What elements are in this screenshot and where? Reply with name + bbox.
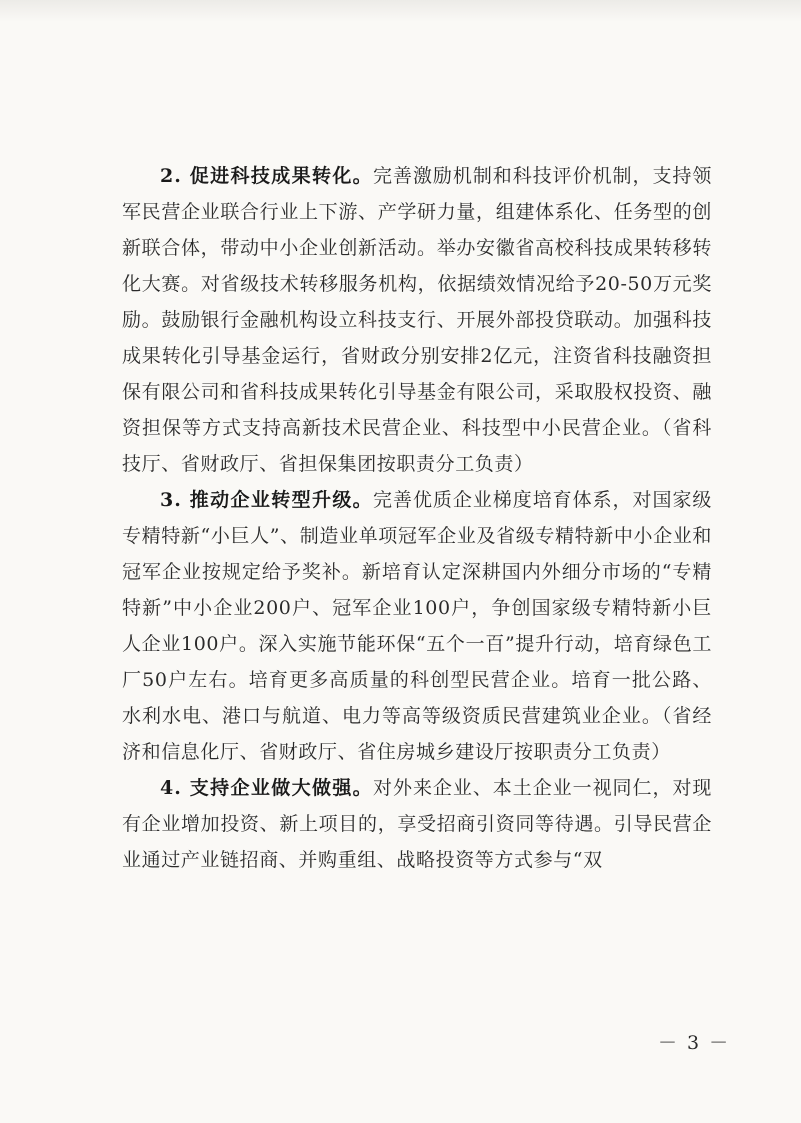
paragraph-4-body: 对外来企业、本土企业一视同仁，对现有企业增加投资、新上项目的，享受招商引资同等待遇。引导民营企业通过产业链招商、并购重组、战略投资等方式参与“双 [122,777,712,871]
paragraph-2-heading: 2. 促进科技成果转化。 [160,165,374,187]
paragraph-4 [122,770,712,878]
paragraph-2-body: 完善激励机制和科技评价机制，支持领军民营企业联合行业上下游、产学研力量，组建体系化、任务型的创新联合体，带动中小企业创新活动。举办安徽省高校科技成果转移转化大赛。对省级技术转移服务机构，依据绩效情况给予20-50万元奖励。鼓励银行金融机构设立科技支行、开展外部投贷联动。加强科技成果转化引导基金运行，省财政分别安排2亿元，注资省科技融资担保有限公司和省科技成果转化引导基金有限公司，采取股权投资、融资担保等方式支持高新技术民营企业、科技型中小民营企业。（省科技厅、省财政厅、省担保集团按职责分工负责） [122,165,712,475]
paragraph-3-heading: 3. 推动企业转型升级。 [160,489,374,511]
paragraph-4-heading: 4. 支持企业做大做强。 [160,777,374,799]
paragraph-3-body: 完善优质企业梯度培育体系，对国家级专精特新“小巨人”、制造业单项冠军企业及省级专精特新中小企业和冠军企业按规定给予奖补。新培育认定深耕国内外细分市场的“专精特新”中小企业200户、冠军企业100户，争创国家级专精特新小巨人企业100户。深入实施节能环保“五个一百”提升行动，培育绿色工厂50户左右。培育更多高质量的科创型民营企业。培育一批公路、水利水电、港口与航道、电力等高等级资质民营建筑业企业。（省经济和信息化厅、省财政厅、省住房城乡建设厅按职责分工负责） [122,489,712,763]
paragraph-3 [122,482,712,770]
paragraph-2 [122,158,712,482]
document-body [122,158,712,878]
page-number: － 3 － [658,1032,731,1054]
